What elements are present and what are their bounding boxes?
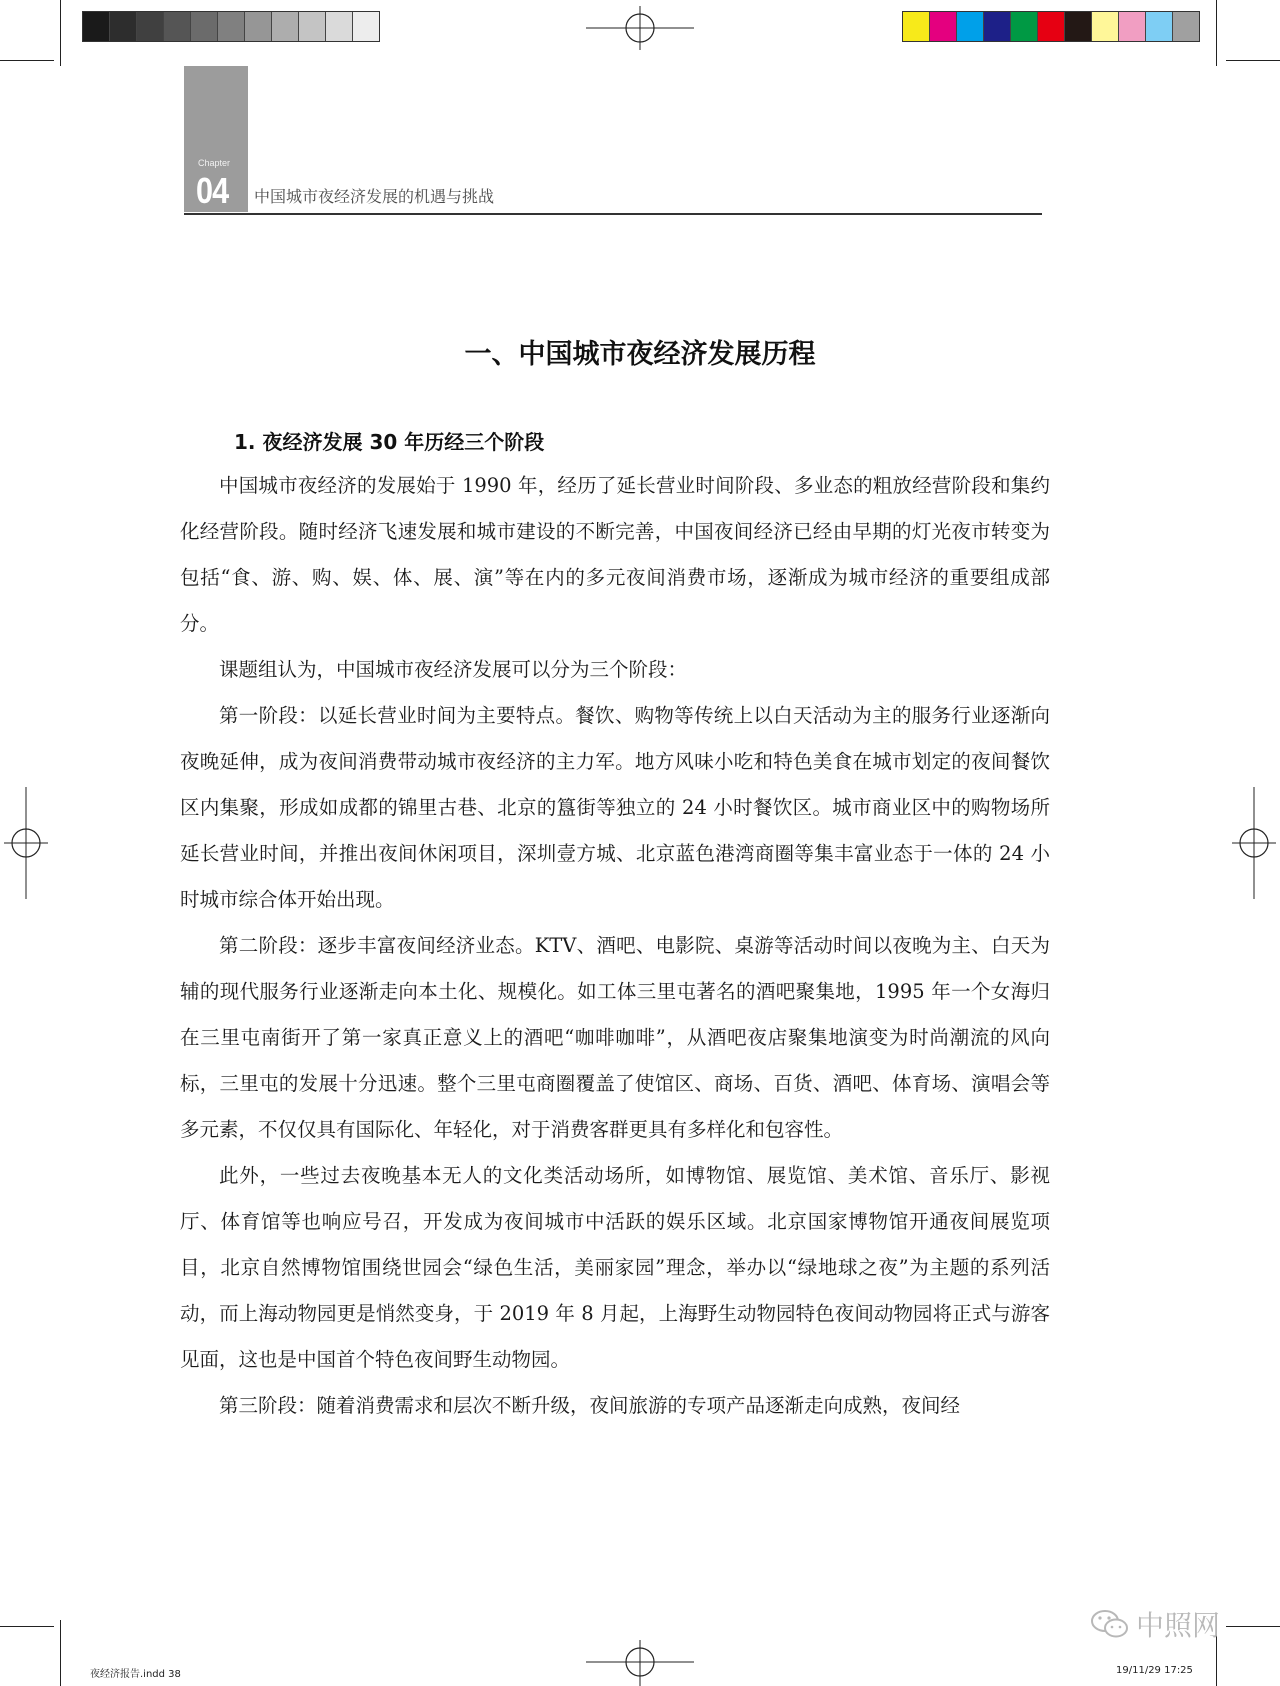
crop-mark (60, 1620, 61, 1686)
color-swatch (137, 12, 164, 41)
gray-scale-bar (82, 11, 380, 42)
wechat-icon (1090, 1608, 1130, 1640)
color-swatch (326, 12, 353, 41)
registration-mark-icon (4, 787, 48, 899)
color-swatch (1173, 12, 1199, 41)
color-swatch (110, 12, 137, 41)
color-swatch (903, 12, 930, 41)
crop-mark (0, 60, 54, 61)
color-swatch (272, 12, 299, 41)
crop-mark (1226, 60, 1280, 61)
crop-mark (1216, 0, 1217, 66)
chapter-number: 04 (196, 170, 229, 211)
crop-mark (1226, 1626, 1280, 1627)
color-swatch (1011, 12, 1038, 41)
body-text (180, 463, 1050, 1429)
paragraph: 第一阶段：以延长营业时间为主要特点。餐饮、购物等传统上以白天活动为主的服务行业逐渐向夜晚延伸，成为夜间消费带动城市夜经济的主力军。地方风味小吃和特色美食在城市划定的夜间餐饮区内集聚，形成如成都的锦里古巷、北京的簋街等独立的 24 小时餐饮区。城市商业区中的购物场所延长营业时间，并推出夜间休闲项目，深圳壹方城、北京蓝色港湾商圈等集丰富业态于一体的 24 小时城市综合体开始出现。 (180, 704, 1050, 911)
color-registration-bar (902, 11, 1200, 42)
watermark (1090, 1604, 1220, 1644)
color-swatch (83, 12, 110, 41)
running-head-title: 中国城市夜经济发展的机遇与挑战 (254, 187, 495, 206)
color-swatch (1092, 12, 1119, 41)
color-swatch (245, 12, 272, 41)
registration-mark-icon (1232, 787, 1276, 899)
chapter-label: Chapter (198, 158, 231, 168)
color-swatch (984, 12, 1011, 41)
color-swatch (353, 12, 379, 41)
registration-mark-icon (586, 6, 694, 50)
paragraph: 此外，一些过去夜晚基本无人的文化类活动场所，如博物馆、展览馆、美术馆、音乐厅、影视厅、体育馆等也响应号召，开发成为夜间城市中活跃的娱乐区域。北京国家博物馆开通夜间展览项目，北京自然博物馆围绕世园会“绿色生活，美丽家园”理念，举办以“绿地球之夜”为主题的系列活动，而上海动物园更是悄然变身，于 2019 年 8 月起，上海野生动物园特色夜间动物园将正式与游客见面，这也是中国首个特色夜间野生动物园。 (180, 1164, 1050, 1371)
paragraph: 课题组认为，中国城市夜经济发展可以分为三个阶段： (219, 658, 688, 681)
timestamp-slug: 19/11/29 17:25 (1116, 1665, 1193, 1676)
color-swatch (1065, 12, 1092, 41)
file-info-slug: 夜经济报告.indd 38 (90, 1669, 181, 1680)
color-swatch (930, 12, 957, 41)
paragraph: 中国城市夜经济的发展始于 1990 年，经历了延长营业时间阶段、多业态的粗放经营阶段和集约化经营阶段。随时经济飞速发展和城市建设的不断完善，中国夜间经济已经由早期的灯光夜市转变为包括“食、游、购、娱、体、展、演”等在内的多元夜间消费市场，逐渐成为城市经济的重要组成部分。 (180, 474, 1050, 635)
subsection-title: 1. 夜经济发展 30 年历经三个阶段 (234, 430, 545, 454)
paragraph: 第二阶段：逐步丰富夜间经济业态。KTV、酒吧、电影院、桌游等活动时间以夜晚为主、白天为辅的现代服务行业逐渐走向本土化、规模化。如工体三里屯著名的酒吧聚集地，1995 年一个女海归在三里屯南街开了第一家真正意义上的酒吧“咖啡咖啡”，从酒吧夜店聚集地演变为时尚潮流的风向标，三里屯的发展十分迅速。整个三里屯商圈覆盖了使馆区、商场、百货、酒吧、体育场、演唱会等多元素，不仅仅具有国际化、年轻化，对于消费客群更具有多样化和包容性。 (180, 934, 1050, 1141)
paragraph: 第三阶段：随着消费需求和层次不断升级，夜间旅游的专项产品逐渐走向成熟，夜间经 (219, 1394, 961, 1417)
color-swatch (218, 12, 245, 41)
color-swatch (1119, 12, 1146, 41)
section-title: 一、中国城市夜经济发展历程 (464, 339, 816, 370)
watermark-text: 中照网 (1136, 1609, 1221, 1642)
color-swatch (191, 12, 218, 41)
registration-mark-icon (586, 1640, 694, 1686)
chapter-tab (184, 66, 248, 212)
color-swatch (1038, 12, 1065, 41)
color-swatch (1146, 12, 1173, 41)
color-swatch (299, 12, 326, 41)
color-swatch (164, 12, 191, 41)
crop-mark (0, 1626, 54, 1627)
crop-mark (60, 0, 61, 66)
color-swatch (957, 12, 984, 41)
header-rule (184, 213, 1042, 215)
